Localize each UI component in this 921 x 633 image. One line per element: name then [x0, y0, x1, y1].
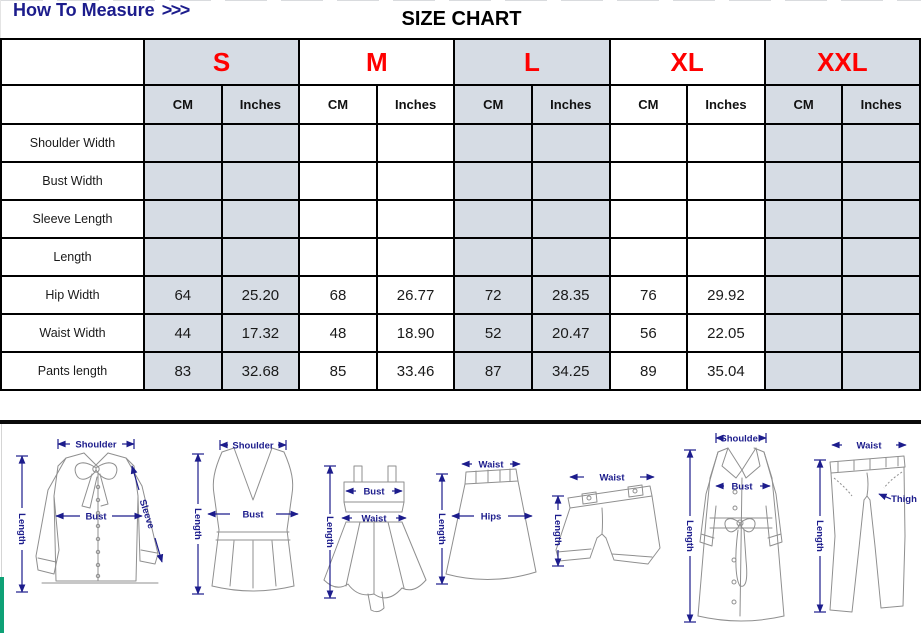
value-cell	[765, 124, 843, 162]
row-label: Pants length	[1, 352, 144, 390]
value-cell: 85	[299, 352, 377, 390]
value-cell	[299, 238, 377, 276]
chevrons-icon: >>>	[161, 0, 189, 20]
value-cell	[144, 124, 222, 162]
coat-shoulder-label: Shoulder	[720, 433, 762, 445]
value-cell: 64	[144, 276, 222, 314]
value-cell	[454, 238, 532, 276]
shorts-length-label: Length	[552, 514, 563, 546]
coat-length-label: Length	[684, 520, 695, 552]
value-cell	[842, 352, 920, 390]
skirt-waist-label: Waist	[478, 459, 504, 471]
value-cell	[299, 200, 377, 238]
value-cell	[687, 124, 765, 162]
row-label: Hip Width	[1, 276, 144, 314]
value-cell: 22.05	[687, 314, 765, 352]
value-cell	[222, 124, 300, 162]
tank-shoulder-label: Shoulder	[232, 440, 274, 452]
value-cell	[299, 162, 377, 200]
value-cell: 76	[610, 276, 688, 314]
value-cell: 32.68	[222, 352, 300, 390]
value-cell: 17.32	[222, 314, 300, 352]
dress-bust-label: Bust	[363, 486, 385, 498]
value-cell: 56	[610, 314, 688, 352]
dress-waist-label: Waist	[361, 513, 387, 525]
value-cell	[532, 124, 610, 162]
table-row	[1, 162, 920, 200]
value-cell	[610, 162, 688, 200]
table-row	[1, 314, 920, 352]
value-cell	[842, 200, 920, 238]
row-label: Bust Width	[1, 162, 144, 200]
diagram-shorts	[546, 468, 676, 586]
value-cell	[144, 238, 222, 276]
value-cell	[687, 200, 765, 238]
row-label: Length	[1, 238, 144, 276]
value-cell	[299, 124, 377, 162]
diagram-skirt	[434, 454, 546, 596]
unit-header-row	[1, 85, 920, 124]
value-cell	[532, 162, 610, 200]
shorts-measures	[552, 473, 654, 567]
size-header-row	[1, 39, 920, 85]
shorts-waist-label: Waist	[599, 472, 625, 484]
value-cell: 44	[144, 314, 222, 352]
value-cell: 89	[610, 352, 688, 390]
value-cell	[222, 200, 300, 238]
value-cell	[377, 124, 455, 162]
row-label: Shoulder Width	[1, 124, 144, 162]
unit-header-cm-xxl: CM	[765, 85, 843, 124]
unit-header-inches-m: Inches	[377, 85, 455, 124]
unit-header-inches-xl: Inches	[687, 85, 765, 124]
value-cell: 52	[454, 314, 532, 352]
green-edge-strip	[0, 577, 4, 633]
value-cell: 68	[299, 276, 377, 314]
value-cell	[222, 238, 300, 276]
pants-thigh-label: Thigh	[891, 494, 917, 505]
value-cell	[610, 238, 688, 276]
value-cell	[454, 162, 532, 200]
value-cell	[377, 200, 455, 238]
value-cell: 18.90	[377, 314, 455, 352]
unit-header-inches-l: Inches	[532, 85, 610, 124]
value-cell	[610, 124, 688, 162]
tank-measures	[192, 440, 298, 594]
unit-header-cm-m: CM	[299, 85, 377, 124]
row-label: Waist Width	[1, 314, 144, 352]
value-cell	[842, 238, 920, 276]
pants-measures	[814, 441, 917, 613]
pants-length-label: Length	[814, 520, 825, 552]
value-cell	[765, 238, 843, 276]
page-title: SIZE CHART	[0, 0, 921, 38]
size-chart-table	[0, 38, 921, 391]
value-cell	[377, 238, 455, 276]
heading-text: How To Measure	[13, 0, 155, 20]
blouse-bust-label: Bust	[85, 511, 107, 523]
value-cell: 20.47	[532, 314, 610, 352]
unit-header-inches-s: Inches	[222, 85, 300, 124]
corner-cell	[1, 39, 144, 85]
value-cell	[222, 162, 300, 200]
blouse-shoulder-label: Shoulder	[75, 439, 117, 451]
coat-outline	[698, 448, 784, 621]
value-cell	[842, 162, 920, 200]
value-cell: 26.77	[377, 276, 455, 314]
unit-header-inches-xxl: Inches	[842, 85, 920, 124]
value-cell	[610, 200, 688, 238]
value-cell: 28.35	[532, 276, 610, 314]
value-cell	[842, 124, 920, 162]
value-cell	[687, 162, 765, 200]
skirt-outline	[446, 469, 536, 580]
size-header-s: S	[144, 39, 299, 85]
value-cell: 87	[454, 352, 532, 390]
value-cell	[765, 314, 843, 352]
value-cell	[377, 162, 455, 200]
value-cell	[144, 162, 222, 200]
value-cell: 35.04	[687, 352, 765, 390]
row-label: Sleeve Length	[1, 200, 144, 238]
blouse-sleeve-label: Sleeve	[136, 498, 157, 531]
skirt-hips-label: Hips	[480, 511, 502, 523]
value-cell	[144, 200, 222, 238]
diagram-pants	[806, 436, 918, 626]
size-header-xxl: XXL	[765, 39, 920, 85]
value-cell	[532, 200, 610, 238]
value-cell	[765, 276, 843, 314]
size-header-xl: XL	[610, 39, 765, 85]
dress-measures	[324, 466, 406, 598]
diagram-dress	[316, 458, 434, 616]
table-row	[1, 124, 920, 162]
skirt-length-label: Length	[436, 513, 447, 545]
size-header-l: L	[454, 39, 609, 85]
value-cell: 29.92	[687, 276, 765, 314]
value-cell	[842, 276, 920, 314]
value-cell	[765, 162, 843, 200]
table-row	[1, 276, 920, 314]
diagram-tank-top	[186, 436, 321, 604]
tank-bust-label: Bust	[242, 509, 264, 521]
value-cell	[687, 238, 765, 276]
how-to-measure-heading	[13, 0, 189, 21]
corner-cell	[1, 85, 144, 124]
size-header-m: M	[299, 39, 454, 85]
value-cell: 48	[299, 314, 377, 352]
unit-header-cm-xl: CM	[610, 85, 688, 124]
value-cell	[532, 238, 610, 276]
coat-bust-label: Bust	[731, 481, 753, 493]
value-cell: 83	[144, 352, 222, 390]
value-cell	[454, 124, 532, 162]
diagram-blouse	[6, 432, 188, 604]
shorts-outline	[556, 485, 660, 564]
how-to-measure-diagrams	[0, 424, 921, 633]
value-cell	[765, 200, 843, 238]
value-cell	[454, 200, 532, 238]
table-row	[1, 352, 920, 390]
value-cell	[765, 352, 843, 390]
unit-header-cm-l: CM	[454, 85, 532, 124]
value-cell: 72	[454, 276, 532, 314]
table-row	[1, 238, 920, 276]
value-cell: 33.46	[377, 352, 455, 390]
tank-length-label: Length	[192, 508, 203, 540]
pants-waist-label: Waist	[856, 440, 882, 452]
left-gridline	[1, 424, 2, 577]
table-row	[1, 200, 920, 238]
dress-length-label: Length	[324, 516, 335, 548]
unit-header-cm-s: CM	[144, 85, 222, 124]
pants-outline	[830, 456, 905, 612]
value-cell: 25.20	[222, 276, 300, 314]
value-cell	[842, 314, 920, 352]
blouse-length-label: Length	[16, 513, 27, 545]
diagram-coat	[676, 430, 804, 630]
value-cell: 34.25	[532, 352, 610, 390]
